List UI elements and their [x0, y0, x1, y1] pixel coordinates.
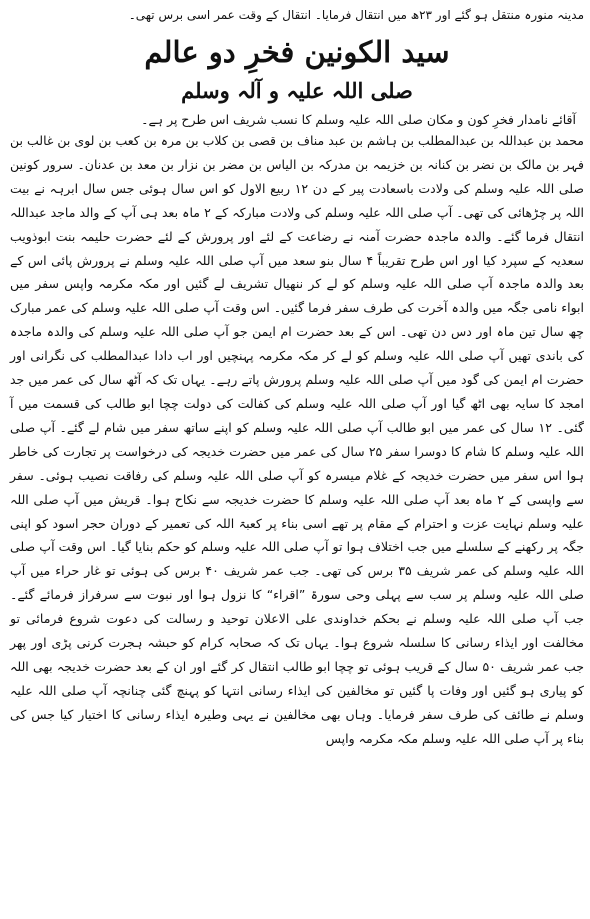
chapter-subtitle: صلی اللہ علیہ و آلہ وسلم [181, 78, 413, 103]
intro-line: آقائے نامدار فخرِ کون و مکان صلی اللہ علیہ وسلم کا نسب شریف اس طرح پر ہے۔ [141, 112, 576, 127]
chapter-title: سید الکونین فخرِ دو عالم [144, 35, 450, 69]
top-line: مدینہ منورہ منتقل ہو گئے اور ۲۳ھ میں انتقال فرمایا۔ انتقال کے وقت عمر اسی برس تھی۔ [128, 8, 584, 22]
body-paragraph: محمد بن عبداللہ بن عبدالمطلب بن ہاشم بن عبد مناف بن قصی بن کلاب بن مرہ بن کعب بن لوی بن غالب بن فہر بن مالک بن نضر بن کنانہ بن خزیمہ بن مدرکہ بن الیاس بن مضر بن نزار بن معد بن عدنان۔ سرور کونین صلی اللہ علیہ وسلم کی ولادت باسعادت پیر کے دن ۱۲ ربیع الاول کو اس سال ہوئی جس سال ابرہہ نے بیت اللہ پر چڑھائی کی تھی۔ آپ صلی اللہ علیہ وسلم کی ولادت مبارکہ کے ۲ ماہ بعد ہی آپ کے والد ماجد عبداللہ انتقال فرما گئے۔ والدہ ماجدہ حضرت آمنہ نے رضاعت کے لئے اور پرورش کے لئے حضرت حلیمہ بنت ابوذویب سعدیہ کے سپرد کیا اور اس طرح تقریباً ۴ سال بنو سعد میں آپ صلی اللہ علیہ وسلم نے پرورش پائی اس کے بعد والدہ ماجدہ آپ صلی اللہ علیہ وسلم کو لے کر ننھیال تشریف لے گئیں اور مکہ مکرمہ واپس سفر میں ابواء نامی جگہ میں والدہ آخرت کی طرف سفر فرما گئیں۔ اس وقت آپ صلی اللہ علیہ وسلم کی عمر مبارک چھ سال تین ماہ اور دس دن تھی۔ اس کے بعد حضرت ام ایمن جو آپ صلی اللہ علیہ وسلم کی والدہ ماجدہ کی باندی تھیں آپ صلی اللہ علیہ وسلم کو لے کر مکہ مکرمہ پہنچیں اور اب دادا عبدالمطلب کی نگرانی اور حضرت ام ایمن کی گود میں آپ صلی اللہ علیہ وسلم پرورش پاتے رہے۔ یہاں تک کہ آٹھ سال کی عمر میں جد امجد کا سایہ بھی اٹھ گیا اور آپ صلی اللہ علیہ وسلم کی کفالت کی دولت چچا ابو طالب کی قسمت میں آ گئی۔ ۱۲ سال کی عمر میں ابو طالب آپ صلی اللہ علیہ وسلم کو اپنے ساتھ سفر میں شام لے گئے۔ آپ صلی اللہ علیہ وسلم کا شام کا دوسرا سفر ۲۵ سال کی عمر میں حضرت خدیجہ کی درخواست پر تجارت کی خاطر ہوا اس سفر میں حضرت خدیجہ کے غلام میسرہ کو آپ صلی اللہ علیہ وسلم کی رفاقت نصیب ہوئی۔ سفر سے واپسی کے ۲ ماہ بعد آپ صلی اللہ علیہ وسلم کا حضرت خدیجہ سے نکاح ہوا۔ قریش میں آپ صلی اللہ علیہ وسلم نہایت عزت و احترام کے مقام پر تھے اسی بناء پر کعبۃ اللہ کی تعمیر کے دوران حجر اسود کو اپنی جگہ پر رکھنے کے سلسلے میں جب اختلاف ہوا تو آپ صلی اللہ علیہ وسلم کو حکم بنایا گیا۔ اس وقت آپ صلی اللہ علیہ وسلم کی عمر شریف ۳۵ برس کی تھی۔ جب عمر شریف ۴۰ برس کی ہوئی تو غار حراء میں آپ صلی اللہ علیہ وسلم پر سب سے پہلی وحی سورۃ ”اقراء“ کا نزول ہوا اور نبوت سے سرفراز فرمائے گئے۔ جب آپ صلی اللہ علیہ وسلم نے بحکم خداوندی علی الاعلان توحید و رسالت کی دعوت شروع فرمائی تو مخالفت اور ایذاء رسانی کا سلسلہ شروع ہوا۔ یہاں تک کہ صحابہ کرام کو حبشہ ہجرت کرنی پڑی اور پھر جب عمر شریف ۵۰ سال کے قریب ہوئی تو چچا ابو طالب انتقال کر گئے اور ان کے بعد حضرت خدیجہ بھی اللہ کو پیاری ہو گئیں اور وفات پا گئیں تو مخالفین کی ایذاء رسانی انتہا کو پہنچ گئی چنانچہ آپ صلی اللہ علیہ وسلم نے طائف کی طرف سفر فرمایا۔ وہاں بھی مخالفین نے یہی وطیرہ ایذاء رسانی کا اختیار کیا جس کی بناء پر آپ صلی اللہ علیہ وسلم مکہ مکرمہ واپس [10, 133, 585, 746]
